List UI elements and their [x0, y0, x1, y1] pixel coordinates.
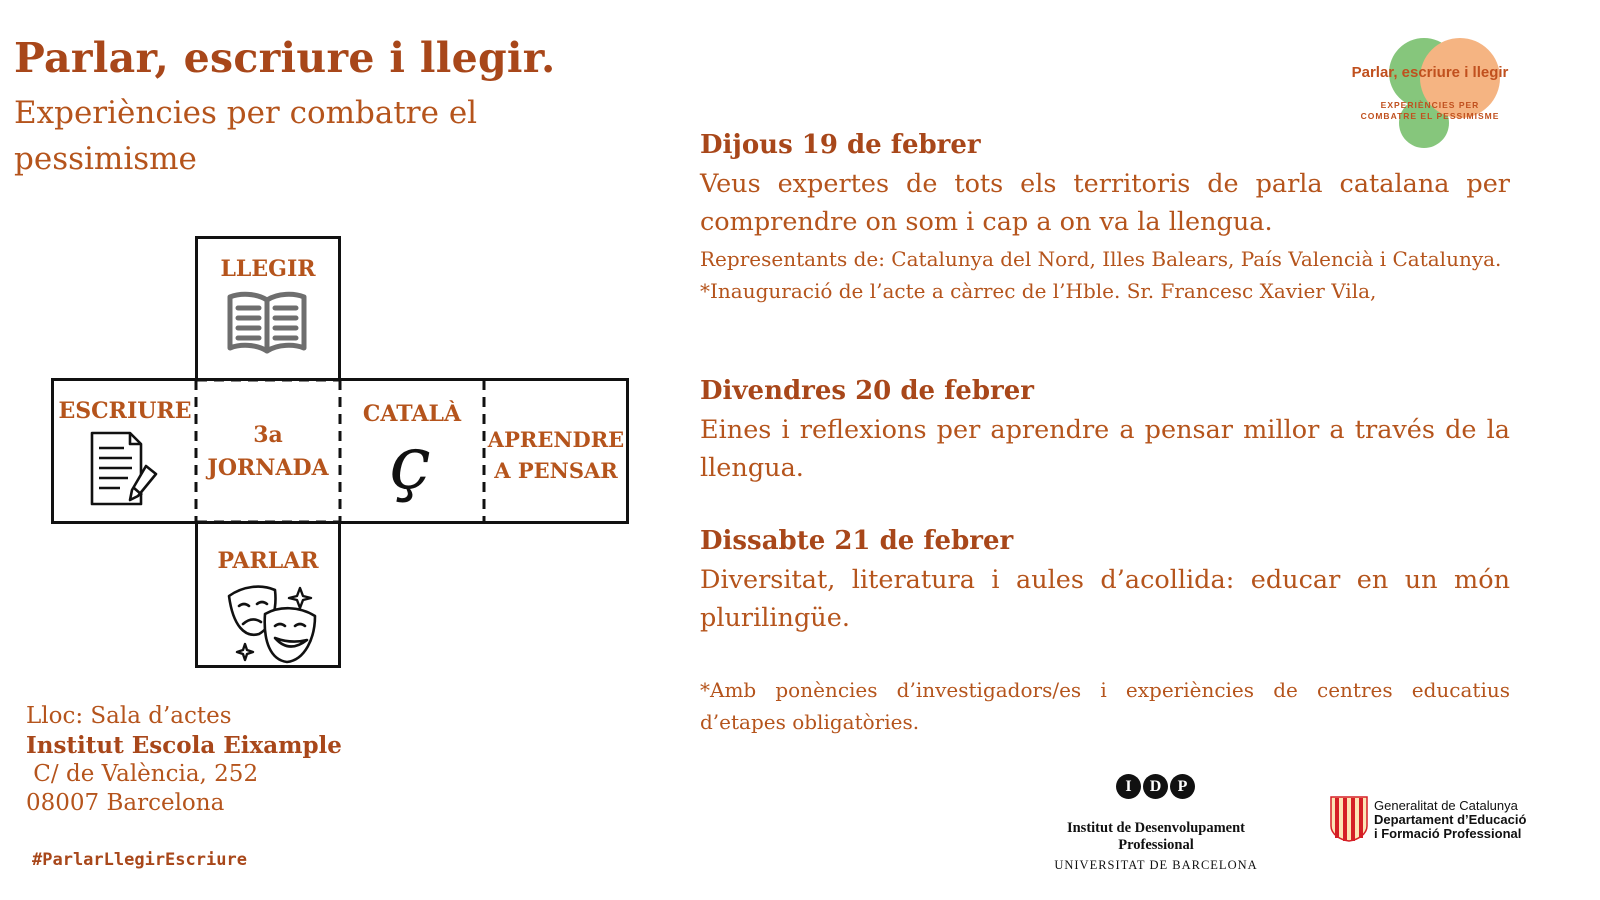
label-aprendre-line1: APRENDRE [487, 427, 625, 452]
book-icon [226, 290, 308, 356]
label-center-line2: JORNADA [207, 455, 329, 481]
brand-logo-tagline-2: COMBATRE EL PESSIMISME [1360, 111, 1500, 121]
c-cedilla-icon: ç [389, 420, 431, 506]
hashtag: #ParlarLlegirEscriure [32, 850, 247, 870]
label-center-line1: 3a [253, 422, 283, 448]
day-description: Eines i reflexions per aprendre a pensar millor a través de la llengua. [700, 415, 1510, 483]
venue-street: C/ de València, 252 [26, 761, 259, 787]
day-description: Diversitat, literatura i aules d’acollida: educar en un món plurilingüe. [700, 565, 1510, 633]
page-title: Parlar, escriure i llegir. [14, 34, 556, 82]
label-escriure: ESCRIURE [58, 398, 192, 424]
generalitat-line3: i Formació Professional [1374, 826, 1522, 841]
sparkle-icon [289, 588, 311, 608]
idp-letter-p: P [1170, 774, 1195, 799]
document-pencil-icon [86, 430, 162, 508]
idp-letter-d: D [1143, 774, 1168, 799]
sparkle-icon [237, 644, 253, 660]
generalitat-logo [1330, 796, 1590, 846]
day-detail: Representants de: Catalunya del Nord, Illes Balears, País Valencià i Catalunya. [700, 247, 1502, 271]
senyera-shield-icon [1330, 796, 1368, 842]
idp-logo-line2: Professional [1118, 837, 1194, 853]
label-catala: CATALÀ [362, 401, 462, 427]
venue-city: 08007 Barcelona [26, 790, 225, 816]
idp-logo-line3: UNIVERSITAT DE BARCELONA [1054, 858, 1258, 872]
idp-logo [1046, 772, 1266, 882]
idp-logo-badges [1116, 774, 1195, 799]
schedule-day-2 [700, 374, 1510, 487]
day-date: Dissabte 21 de febrer [700, 526, 1014, 556]
dashed-fold-lines [0, 0, 700, 700]
brand-logo [1330, 18, 1530, 148]
schedule-day-1 [700, 128, 1510, 307]
day-date: Divendres 20 de febrer [700, 376, 1034, 406]
label-llegir: LLEGIR [220, 256, 316, 282]
footnote: *Amb ponències d’investigadors/es i experiències de centres educatius d’etapes obligatòries. [700, 678, 1510, 734]
day-extra: *Inauguració de l’acte a càrrec de l’Hble. Sr. Francesc Xavier Vila, [700, 279, 1377, 303]
brand-logo-title: Parlar, escriure i llegir [1351, 64, 1509, 81]
idp-logo-line1: Institut de Desenvolupament [1066, 820, 1246, 836]
label-parlar: PARLAR [217, 548, 319, 574]
theater-masks-icon [225, 582, 325, 668]
label-aprendre-line2: A PENSAR [494, 458, 618, 483]
generalitat-line2: Departament d’Educació [1374, 812, 1527, 827]
idp-letter-i: I [1116, 774, 1141, 799]
schedule-day-3 [700, 524, 1510, 637]
brand-logo-tagline-1: EXPERIÈNCIES PER [1380, 100, 1480, 110]
page-subtitle: Experiències per combatre el pessimisme [14, 95, 478, 177]
brand-logo-circles [1330, 18, 1530, 148]
generalitat-line1: Generalitat de Catalunya [1374, 798, 1518, 813]
day-date: Dijous 19 de febrer [700, 130, 981, 160]
venue-institution: Institut Escola Eixample [26, 732, 342, 759]
day-description: Veus expertes de tots els territoris de parla catalana per comprendre on som i cap a on va la llengua. [700, 169, 1510, 237]
venue-place: Lloc: Sala d’actes [26, 703, 232, 729]
